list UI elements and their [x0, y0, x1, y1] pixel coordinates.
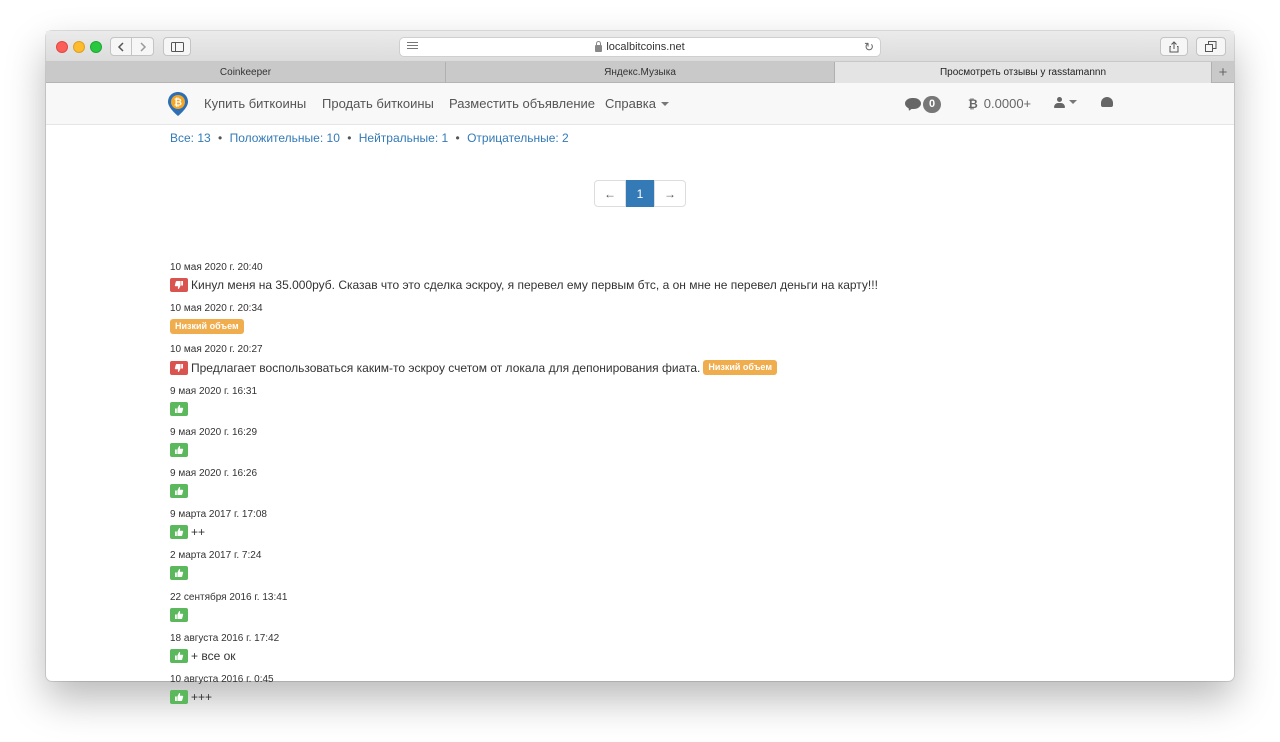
- feedback-item: [170, 674, 274, 704]
- new-tab-button[interactable]: +: [1218, 64, 1228, 81]
- address-bar[interactable]: [399, 37, 881, 57]
- feedback-text: +++: [191, 690, 213, 704]
- feedback-body: [170, 402, 257, 416]
- feedback-item: [170, 344, 777, 375]
- share-icon: [1169, 41, 1179, 53]
- feedback-text: Кинул меня на 35.000руб. Сказав что это сделка эскроу, я перевел ему первым бтс, а он мне не перевел деньги на карту!!!: [191, 278, 878, 292]
- tab-feedback[interactable]: Просмотреть отзывы у rasstamannn: [835, 62, 1212, 83]
- tab-bar: [46, 62, 1234, 83]
- feedback-date: 18 августа 2016 г. 17:42: [170, 632, 280, 644]
- browser-toolbar: [46, 31, 1234, 62]
- wallet-balance-button[interactable]: [968, 96, 1031, 111]
- filter-negative[interactable]: Отрицательные: 2: [467, 131, 569, 145]
- pagination-page-current[interactable]: 1: [626, 180, 654, 207]
- share-button[interactable]: [1160, 37, 1188, 56]
- close-window-button[interactable]: [56, 41, 68, 53]
- filter-positive[interactable]: Положительные: 10: [229, 131, 340, 145]
- pagination-next-button[interactable]: →: [654, 180, 686, 207]
- thumbs-up-icon: [174, 445, 184, 455]
- feedback-date: 10 августа 2016 г. 0:45: [170, 674, 274, 685]
- thumbs-down-icon: [174, 363, 184, 373]
- feedback-item: [170, 468, 257, 498]
- lock-icon: [595, 45, 602, 52]
- feedback-item: [170, 550, 261, 580]
- feedback-date: 10 мая 2020 г. 20:34: [170, 303, 263, 315]
- negative-feedback-badge: [170, 361, 188, 375]
- thumbs-up-icon: [174, 692, 184, 702]
- zoom-window-button[interactable]: [90, 41, 102, 53]
- tab-overview-button[interactable]: [1196, 37, 1226, 56]
- feedback-body: [170, 443, 257, 457]
- thumbs-up-icon: [174, 404, 184, 414]
- chevron-right-icon: [139, 42, 147, 52]
- tab-coinkeeper[interactable]: Coinkeeper: [46, 62, 446, 83]
- positive-feedback-badge: [170, 525, 188, 539]
- svg-text:₿: ₿: [173, 97, 183, 109]
- feedback-item: [170, 592, 287, 622]
- feedback-date: 10 мая 2020 г. 20:40: [170, 262, 263, 273]
- low-volume-badge: Низкий объем: [703, 360, 777, 375]
- url-text: localbitcoins.net: [606, 41, 685, 53]
- pagination: [594, 180, 686, 207]
- feedback-body: [170, 649, 279, 663]
- feedback-body: [170, 319, 263, 334]
- feedback-filters: [170, 131, 569, 145]
- nav-help-label: Справка: [605, 96, 656, 111]
- nav-sell-bitcoins[interactable]: Продать биткоины: [322, 96, 434, 111]
- thumbs-up-icon: [174, 486, 184, 496]
- bitcoin-icon: ₿: [968, 96, 978, 111]
- positive-feedback-badge: [170, 690, 188, 704]
- caret-down-icon: [661, 102, 669, 106]
- thumbs-up-icon: [174, 651, 184, 661]
- dashboard-icon[interactable]: [1101, 97, 1113, 107]
- positive-feedback-badge: [170, 443, 188, 457]
- sidebar-button[interactable]: [163, 37, 191, 56]
- feedback-date: 9 мая 2020 г. 16:31: [170, 385, 258, 397]
- user-menu-dropdown[interactable]: [1054, 97, 1077, 109]
- feedback-text: ++: [191, 525, 206, 540]
- reader-icon[interactable]: [407, 42, 418, 51]
- feedback-item: [170, 303, 263, 334]
- feedback-body: [170, 608, 287, 622]
- sidebar-icon: [171, 42, 184, 52]
- filter-neutral[interactable]: Нейтральные: 1: [358, 131, 449, 145]
- minimize-window-button[interactable]: [73, 41, 85, 53]
- thumbs-up-icon: [174, 610, 184, 620]
- feedback-text: Предлагает воспользоваться каким-то эскроу счетом от локала для депонирования фиата.: [191, 360, 701, 375]
- positive-feedback-badge: [170, 402, 188, 416]
- filter-separator: •: [347, 131, 352, 145]
- feedback-body: [170, 566, 261, 580]
- feedback-item: [170, 262, 878, 292]
- feedback-body: [170, 690, 274, 704]
- positive-feedback-badge: [170, 566, 188, 580]
- forward-button[interactable]: [132, 37, 154, 56]
- chat-bubble-icon: [905, 98, 921, 111]
- feedback-date: 9 мая 2020 г. 16:29: [170, 426, 258, 438]
- feedback-text: + все ок: [191, 648, 236, 663]
- feedback-date: 10 мая 2020 г. 20:27: [170, 344, 263, 356]
- thumbs-up-icon: [174, 527, 184, 537]
- thumbs-down-icon: [174, 280, 184, 290]
- feedback-date: 22 сентября 2016 г. 13:41: [170, 591, 288, 603]
- user-icon: [1054, 97, 1065, 109]
- chevron-left-icon: [117, 42, 125, 52]
- feedback-body: [170, 484, 257, 498]
- positive-feedback-badge: [170, 484, 188, 498]
- feedback-date: 2 марта 2017 г. 7:24: [170, 550, 262, 562]
- positive-feedback-badge: [170, 608, 188, 622]
- nav-help-dropdown[interactable]: [605, 96, 669, 111]
- thumbs-up-icon: [174, 568, 184, 578]
- reload-icon[interactable]: ↻: [863, 40, 874, 54]
- low-volume-badge: Низкий объем: [170, 319, 244, 334]
- feedback-item: [170, 427, 257, 457]
- feedback-date: 9 мая 2020 г. 16:26: [170, 468, 258, 479]
- caret-down-icon: [1069, 100, 1077, 104]
- nav-buy-bitcoins[interactable]: Купить биткоины: [204, 96, 307, 111]
- feedback-body: [170, 360, 777, 375]
- feedback-item: [170, 509, 267, 539]
- pagination-prev-button[interactable]: ←: [594, 180, 626, 207]
- feedback-date: 9 марта 2017 г. 17:08: [170, 509, 267, 521]
- negative-feedback-badge: [170, 278, 188, 292]
- feedback-item: [170, 386, 257, 416]
- filter-separator: •: [218, 131, 223, 145]
- messages-button[interactable]: [905, 96, 941, 113]
- wallet-balance: 0.0000+: [983, 96, 1032, 111]
- feedback-body: [170, 525, 267, 539]
- tab-yandex-music[interactable]: Яндекс.Музыка: [446, 62, 835, 83]
- back-button[interactable]: [110, 37, 132, 56]
- feedback-item: [170, 633, 279, 663]
- tabs-icon: [1205, 41, 1217, 52]
- site-navbar: [46, 83, 1234, 125]
- localbitcoins-logo[interactable]: [167, 91, 189, 117]
- feedback-body: [170, 278, 878, 292]
- positive-feedback-badge: [170, 649, 188, 663]
- nav-post-ad[interactable]: Разместить объявление: [449, 96, 596, 111]
- browser-window: [46, 31, 1234, 704]
- filter-all[interactable]: Все: 13: [170, 131, 211, 145]
- messages-count-badge: 0: [923, 96, 941, 113]
- filter-separator: •: [455, 131, 460, 145]
